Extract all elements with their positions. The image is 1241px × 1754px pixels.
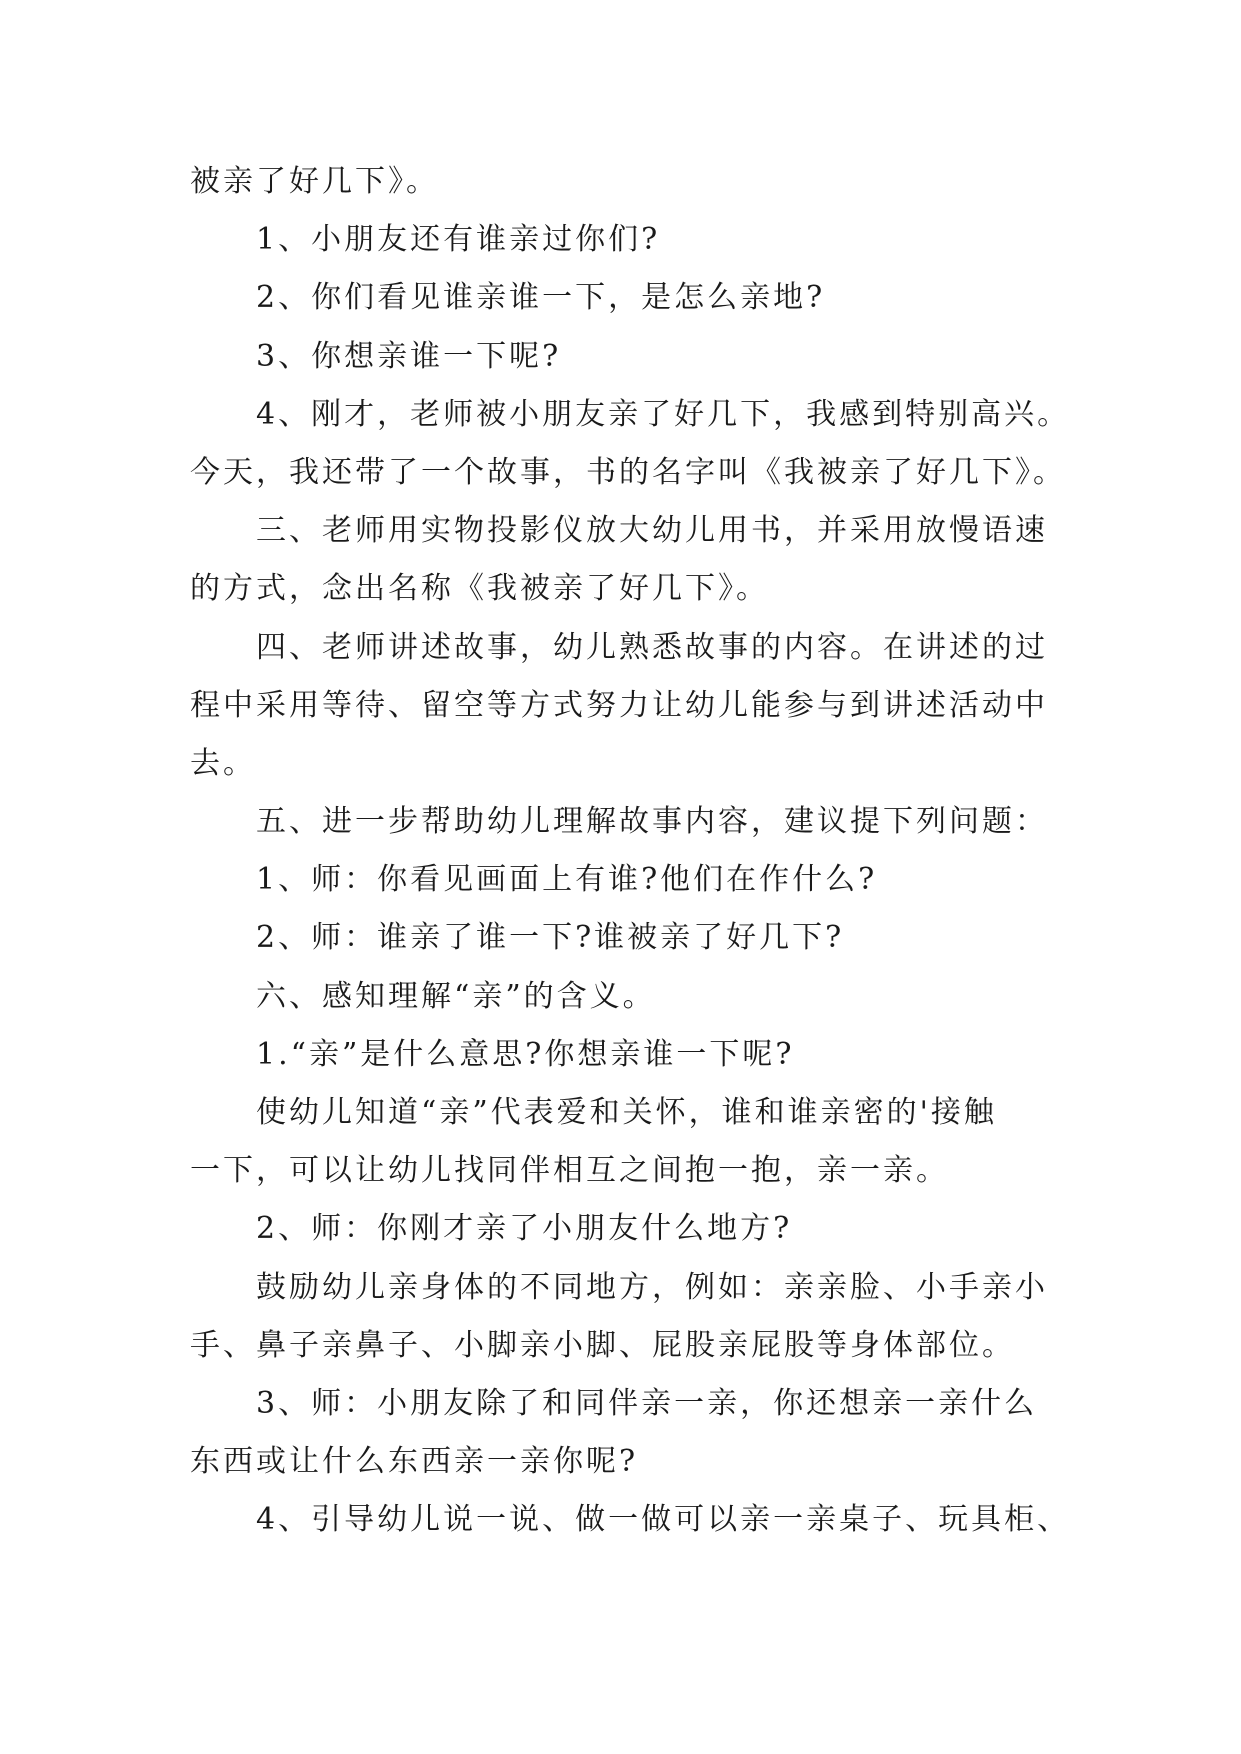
text-line: 去。 bbox=[190, 745, 256, 781]
text-line: 2、你们看见谁亲谁一下，是怎么亲地? bbox=[256, 280, 826, 316]
text-line: 三、老师用实物投影仪放大幼儿用书，并采用放慢语速 bbox=[256, 513, 1048, 549]
text-line: 3、你想亲谁一下呢? bbox=[256, 338, 562, 374]
text-line: 五、进一步帮助幼儿理解故事内容，建议提下列问题： bbox=[256, 804, 1048, 840]
text-line: 六、感知理解“亲”的含义。 bbox=[256, 978, 656, 1014]
text-line: 手、鼻子亲鼻子、小脚亲小脚、屁股亲屁股等身体部位。 bbox=[190, 1327, 1015, 1363]
text-line: 被亲了好几下》。 bbox=[190, 164, 439, 199]
document-body bbox=[190, 153, 1071, 1550]
text-line: 1、师：你看见画面上有谁?他们在作什么? bbox=[256, 862, 878, 898]
text-line: 3、师：小朋友除了和同伴亲一亲，你还想亲一亲什么 bbox=[256, 1385, 1038, 1421]
text-line: 一下，可以让幼儿找同伴相互之间抱一抱，亲一亲。 bbox=[190, 1153, 949, 1189]
text-line: 2、师：谁亲了谁一下?谁被亲了好几下? bbox=[256, 920, 845, 956]
text-line: 程中采用等待、留空等方式努力让幼儿能参与到讲述活动中 bbox=[190, 687, 1048, 723]
text-line: 的方式，念出名称《我被亲了好几下》。 bbox=[190, 571, 769, 607]
text-line: 1、小朋友还有谁亲过你们? bbox=[256, 222, 661, 258]
text-line: 今天，我还带了一个故事，书的名字叫《我被亲了好几下》。 bbox=[190, 454, 1066, 490]
text-line: 1.“亲”是什么意思?你想亲谁一下呢? bbox=[256, 1036, 795, 1072]
text-line: 东西或让什么东西亲一亲你呢? bbox=[190, 1444, 639, 1480]
text-line: 鼓励幼儿亲身体的不同地方，例如：亲亲脸、小手亲小 bbox=[256, 1269, 1048, 1305]
text-line: 使幼儿知道“亲”代表爱和关怀，谁和谁亲密的'接触 bbox=[256, 1095, 997, 1130]
text-line: 4、刚才，老师被小朋友亲了好几下，我感到特别高兴。 bbox=[256, 396, 1071, 432]
text-line: 4、引导幼儿说一说、做一做可以亲一亲桌子、玩具柜、 bbox=[256, 1502, 1071, 1538]
text-line: 2、师：你刚才亲了小朋友什么地方? bbox=[256, 1211, 793, 1247]
text-line: 四、老师讲述故事，幼儿熟悉故事的内容。在讲述的过 bbox=[256, 629, 1048, 665]
